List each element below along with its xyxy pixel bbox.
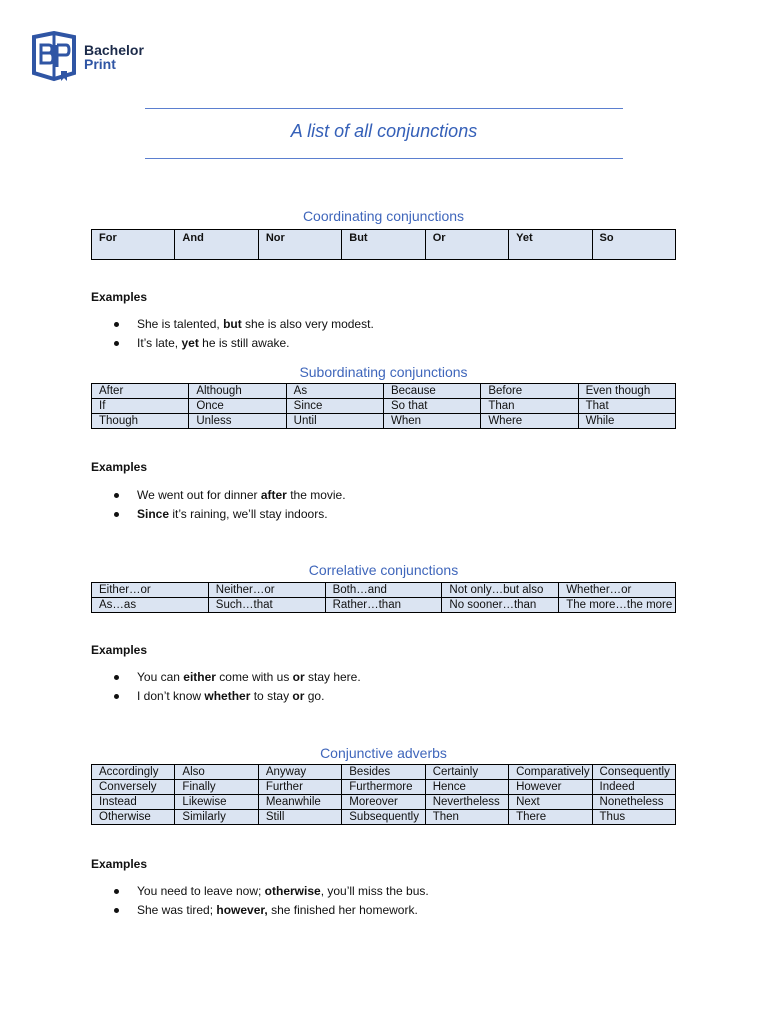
list-item xyxy=(91,668,361,687)
table-cell: Besides xyxy=(342,765,425,780)
table-cell: Anyway xyxy=(258,765,341,780)
example-keyword: either xyxy=(183,670,216,684)
table-cell: Comparatively xyxy=(509,765,592,780)
adverbs-examples-label: Examples xyxy=(91,857,148,871)
table-cell: But xyxy=(342,230,425,260)
subordinating-examples xyxy=(91,486,346,524)
adverbs-table xyxy=(91,764,676,825)
table-cell: Finally xyxy=(175,780,258,795)
table-cell: Either…or xyxy=(92,583,209,598)
table-cell: Next xyxy=(509,795,592,810)
table-cell: Nonetheless xyxy=(592,795,675,810)
table-cell: Certainly xyxy=(425,765,508,780)
adverbs-rows xyxy=(92,765,676,825)
table-cell: The more…the more xyxy=(559,598,676,613)
table-cell: No sooner…than xyxy=(442,598,559,613)
coordinating-heading: Coordinating conjunctions xyxy=(302,208,465,224)
example-text: You need to leave now; xyxy=(137,884,265,898)
table-cell: Likewise xyxy=(175,795,258,810)
example-keyword: but xyxy=(223,317,242,331)
table-cell: Similarly xyxy=(175,810,258,825)
brand-name xyxy=(84,43,144,71)
correlative-rows xyxy=(92,583,676,613)
example-keyword: otherwise xyxy=(264,884,321,898)
table-cell: Whether…or xyxy=(559,583,676,598)
example-text: It’s late, xyxy=(137,336,182,350)
list-item xyxy=(91,687,361,706)
table-row xyxy=(92,780,676,795)
table-cell: And xyxy=(175,230,258,260)
table-cell: Both…and xyxy=(325,583,442,598)
list-item xyxy=(91,882,429,901)
example-text: she is also very modest. xyxy=(241,317,374,331)
table-cell: Not only…but also xyxy=(442,583,559,598)
correlative-heading: Correlative conjunctions xyxy=(308,562,459,578)
title-rule-bottom xyxy=(145,158,623,159)
brand-logo xyxy=(30,31,144,83)
subordinating-examples-label: Examples xyxy=(91,460,148,474)
table-cell: Neither…or xyxy=(208,583,325,598)
example-text: You can xyxy=(137,670,184,684)
example-keyword: yet xyxy=(181,336,199,350)
brand-name-line1: Bachelor xyxy=(84,42,144,58)
example-text: go. xyxy=(304,689,325,703)
table-cell: Than xyxy=(481,399,578,414)
table-cell: Until xyxy=(286,414,383,429)
table-cell: Unless xyxy=(189,414,286,429)
table-cell: Further xyxy=(258,780,341,795)
example-keyword: after xyxy=(260,488,287,502)
table-cell: Conversely xyxy=(92,780,175,795)
table-cell: So xyxy=(592,230,675,260)
table-cell: If xyxy=(92,399,189,414)
table-row xyxy=(92,414,676,429)
table-cell: Yet xyxy=(509,230,592,260)
example-text: She was tired; xyxy=(137,903,217,917)
table-cell: Then xyxy=(425,810,508,825)
table-cell: Nevertheless xyxy=(425,795,508,810)
correlative-examples-label: Examples xyxy=(91,643,148,657)
table-cell: Nor xyxy=(258,230,341,260)
table-cell: While xyxy=(578,414,675,429)
table-cell: Moreover xyxy=(342,795,425,810)
table-cell: For xyxy=(92,230,175,260)
table-row xyxy=(92,583,676,598)
table-cell: Before xyxy=(481,384,578,399)
coordinating-rows xyxy=(92,230,676,260)
adverbs-heading: Conjunctive adverbs xyxy=(320,745,447,761)
example-text: I don’t know xyxy=(137,689,205,703)
example-text: it’s raining, we’ll stay indoors. xyxy=(169,507,328,521)
table-cell: After xyxy=(92,384,189,399)
table-row xyxy=(92,795,676,810)
table-cell: Rather…than xyxy=(325,598,442,613)
table-cell: There xyxy=(509,810,592,825)
table-cell: Where xyxy=(481,414,578,429)
table-cell: Accordingly xyxy=(92,765,175,780)
table-cell: So that xyxy=(383,399,480,414)
table-cell: Though xyxy=(92,414,189,429)
table-row xyxy=(92,598,676,613)
example-keyword: Since xyxy=(137,507,170,521)
example-text: stay here. xyxy=(304,670,361,684)
table-cell: Also xyxy=(175,765,258,780)
example-keyword: whether xyxy=(204,689,251,703)
example-keyword: or xyxy=(292,670,305,684)
table-cell: Because xyxy=(383,384,480,399)
table-row xyxy=(92,765,676,780)
page-title: A list of all conjunctions xyxy=(290,121,478,141)
subordinating-table xyxy=(91,383,676,429)
list-item xyxy=(91,486,346,505)
example-text: She is talented, xyxy=(137,317,224,331)
table-row xyxy=(92,810,676,825)
example-keyword: however, xyxy=(216,903,268,917)
list-item xyxy=(91,315,374,334)
table-cell: Even though xyxy=(578,384,675,399)
list-item xyxy=(91,901,429,920)
list-item xyxy=(91,334,374,353)
example-text: to stay xyxy=(250,689,293,703)
table-row xyxy=(92,230,676,260)
table-cell: Indeed xyxy=(592,780,675,795)
example-text: We went out for dinner xyxy=(137,488,261,502)
table-cell: Still xyxy=(258,810,341,825)
brand-name-line2: Print xyxy=(84,56,116,72)
table-row xyxy=(92,399,676,414)
table-cell: However xyxy=(509,780,592,795)
example-text: the movie. xyxy=(286,488,346,502)
table-cell: When xyxy=(383,414,480,429)
table-cell: Thus xyxy=(592,810,675,825)
table-cell: Once xyxy=(189,399,286,414)
example-text: she finished her homework. xyxy=(267,903,418,917)
table-cell: Otherwise xyxy=(92,810,175,825)
table-cell: Since xyxy=(286,399,383,414)
example-text: he is still awake. xyxy=(198,336,290,350)
subordinating-rows xyxy=(92,384,676,429)
table-cell: Although xyxy=(189,384,286,399)
correlative-table xyxy=(91,582,676,613)
coordinating-examples-label: Examples xyxy=(91,290,148,304)
table-cell: Or xyxy=(425,230,508,260)
table-cell: Subsequently xyxy=(342,810,425,825)
correlative-examples xyxy=(91,668,361,706)
coordinating-table xyxy=(91,229,676,260)
table-cell: Instead xyxy=(92,795,175,810)
table-cell: Meanwhile xyxy=(258,795,341,810)
book-logo-icon xyxy=(30,31,78,83)
title-rule-top xyxy=(145,108,623,109)
adverbs-examples xyxy=(91,882,429,920)
table-cell: Consequently xyxy=(592,765,675,780)
table-cell: As…as xyxy=(92,598,209,613)
example-text: , you’ll miss the bus. xyxy=(320,884,429,898)
table-cell: Such…that xyxy=(208,598,325,613)
table-cell: Hence xyxy=(425,780,508,795)
table-row xyxy=(92,384,676,399)
table-cell: Furthermore xyxy=(342,780,425,795)
table-cell: That xyxy=(578,399,675,414)
subordinating-heading: Subordinating conjunctions xyxy=(299,364,468,380)
table-cell: As xyxy=(286,384,383,399)
example-keyword: or xyxy=(292,689,305,703)
list-item xyxy=(91,505,346,524)
coordinating-examples xyxy=(91,315,374,353)
example-text: come with us xyxy=(215,670,293,684)
